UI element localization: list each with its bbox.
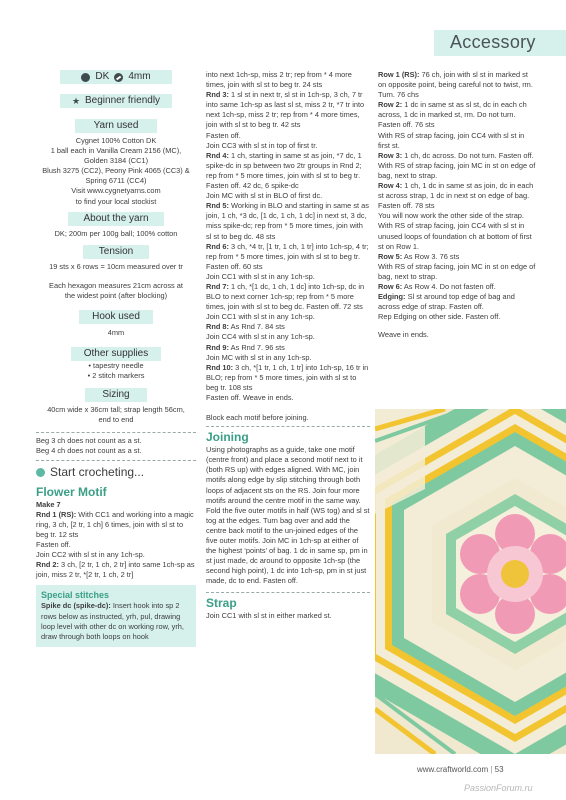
divider	[36, 432, 196, 433]
pattern-line: Join MC with sl st in any 1ch-sp.	[206, 352, 312, 362]
pattern-line: Row 1 (RS): 76 ch, join with sl st in marked st on opposite point, being careful not to twist, rm. Turn. 76 chs	[378, 70, 533, 100]
pattern-line: Fasten off.	[206, 130, 241, 140]
about-yarn-heading: About the yarn	[68, 212, 164, 226]
pattern-line: Join CC1 with sl st in any 1ch-sp.	[206, 312, 315, 322]
yarn-line: Visit www.cygnetyarns.com	[71, 186, 161, 196]
fasten-off: Fasten off.	[36, 540, 71, 550]
strap-text: Join CC1 with sl st in either marked st.	[206, 610, 332, 620]
make-count: Make 7	[36, 499, 61, 509]
column-strap	[378, 70, 538, 340]
tension-hexagon-text: Each hexagon measures 21cm across at	[49, 280, 183, 290]
tension-text: 19 sts x 6 rows = 10cm measured over tr	[49, 261, 183, 271]
pattern-line: Row 2: 1 dc in same st as sl st, dc in each ch across, 1 dc in marked st, rm. Do not turn. Fasten off. 76 sts	[378, 100, 527, 130]
note-beg-4ch: Beg 4 ch does not count as a st.	[36, 445, 142, 455]
note-beg-3ch: Beg 3 ch does not count as a st.	[36, 435, 142, 445]
weave-note: Weave in ends.	[378, 330, 429, 340]
pattern-line: Fasten off. Weave in ends.	[206, 393, 294, 402]
yarn-line: Golden 3184 (CC1)	[83, 156, 149, 166]
pattern-line: Edging: Sl st around top edge of bag and across edge of strap. Fasten off.	[378, 292, 515, 312]
pattern-line: Row 5: As Row 3. 76 sts	[378, 251, 460, 261]
rnd1-text: Rnd 1 (RS): With CC1 and working into a magic ring, 3 ch, [2 tr, 1 ch] 6 times, join with sl st to beg tr. 12 sts	[36, 509, 194, 539]
pattern-line: Join CC1 with sl st in any 1ch-sp.	[206, 271, 315, 281]
hook-icon	[114, 73, 123, 82]
yarn-weight-icon	[81, 73, 90, 82]
skill-band	[60, 94, 172, 108]
page-footer: www.craftworld.com | 53	[417, 765, 504, 774]
sizing-text: 40cm wide x 36cm tall; strap length 56cm,	[47, 405, 185, 415]
pattern-line: Rep Edging on other side. Fasten off.	[378, 312, 501, 322]
divider	[206, 592, 370, 593]
pattern-line: Row 6: As Row 4. Do not fasten off.	[378, 281, 496, 291]
joining-text: Using photographs as a guide, take one motif (centre front) and place a second motif next to it (both RS up) with edges aligned. With MC, join motifs along edge by slip stitching through both loops of adjacent sts on the RS. Join four more motifs around the centre motif in the same way. Fold the five outer motifs in half (WS tog) and sl st tog at the edges. Turn bag over and add the centre back motif to the un-joined edges of the five outer motifs. Join MC in 1ch-sp at either of the highest ‘points’ of bag. 1 dc in same sp, pm in st just made, dc around to opposite 1ch-sp (the second high point), 1 dc into 1ch-sp, pm in st just made, dc to end. Fasten off.	[206, 445, 370, 586]
tension-heading: Tension	[83, 245, 149, 259]
about-yarn-text: DK; 200m per 100g ball; 100% cotton	[54, 228, 178, 238]
divider	[36, 460, 196, 461]
pattern-rounds	[206, 70, 370, 403]
pattern-line: Rnd 9: As Rnd 7. 96 sts	[206, 342, 285, 352]
special-stitches-title: Special stitches	[41, 590, 110, 601]
supplies-list	[36, 361, 196, 381]
join-cc2: Join CC2 with sl st in any 1ch-sp.	[36, 550, 145, 560]
special-stitches-box	[36, 585, 196, 646]
sizing-heading: Sizing	[85, 388, 147, 402]
pattern-line: Join CC3 with sl st in top of first tr.	[206, 140, 318, 150]
pattern-line: You will now work the other side of the strap.	[378, 211, 524, 221]
sizing-text-2: end to end	[98, 415, 134, 425]
pattern-line: Row 4: 1 ch, 1 dc in same st as join, dc in each st across strap, 1 dc in next st on edge of bag. Fasten off. 78 sts	[378, 181, 534, 211]
pattern-line: With RS of strap facing, join MC in st on edge of bag, next to strap.	[378, 160, 536, 180]
yarn-weight: DK	[95, 71, 110, 82]
section-header	[434, 30, 566, 56]
hook-used-heading: Hook used	[79, 310, 153, 324]
pattern-line: Row 3: 1 ch, dc across. Do not turn. Fasten off.	[378, 150, 534, 160]
crochet-hexagon-illustration	[375, 409, 566, 754]
pattern-line: into next 1ch-sp, miss 2 tr; rep from * 4 more times, join with sl st to beg tr. 24 sts	[206, 70, 352, 90]
rnd2-text: Rnd 2: 3 ch, [2 tr, 1 ch, 2 tr] into same 1ch-sp as join, miss 2 tr, *[2 tr, 1 ch, 2 tr]	[36, 560, 195, 580]
hook-size: 4mm	[128, 71, 151, 82]
pattern-line: Rnd 6: 3 ch, *4 tr, [1 tr, 1 ch, 1 tr] into 1ch-sp, 4 tr; rep from * 5 more times, join with sl st to beg tr. Fasten off. 60 sts	[206, 241, 369, 271]
pattern-line: With RS of strap facing, join CC4 with sl st in first st.	[378, 130, 525, 150]
supply-item: • 2 stitch markers	[87, 371, 145, 381]
star-icon: ★	[71, 96, 81, 106]
yarn-line: to find your local stockist	[75, 196, 157, 206]
pattern-line: Join CC4 with sl st in any 1ch-sp.	[206, 332, 315, 342]
yarn-line: Blush 3275 (CC2), Peony Pink 4065 (CC3) &	[42, 166, 190, 176]
yarn-used-heading: Yarn used	[75, 119, 157, 133]
yarn-line: 1 ball each in Vanilla Cream 2156 (MC),	[50, 146, 182, 156]
pattern-line: Rnd 3: 1 sl st in next tr, sl st in 1ch-sp, 3 ch, 7 tr into same 1ch-sp as last sl st, miss 2 tr, *7 tr into next 1ch-sp, miss 2 tr; rep from * 4 more times, join with sl st to beg tr. 42 sts	[206, 90, 365, 130]
yarn-line: Spring 6711 (CC4)	[85, 176, 147, 186]
flower-motif-title: Flower Motif	[36, 484, 107, 499]
pattern-line: Rnd 7: 1 ch, *[1 dc, 1 ch, 1 dc] into 1ch-sp, dc in BLO to next corner 1ch-sp; rep from * 5 more times, join with sl st to beg dc. Fasten off. 72 sts	[206, 281, 365, 312]
block-note: Block each motif before joining.	[206, 413, 309, 423]
strap-rows	[378, 70, 538, 322]
bullet-icon	[36, 468, 45, 477]
strap-title: Strap	[206, 595, 237, 610]
joining-title: Joining	[206, 430, 249, 445]
supply-item: • tapestry needle	[88, 361, 144, 371]
site-url: www.craftworld.com	[417, 765, 489, 774]
hook-used-text: 4mm	[107, 328, 125, 338]
pattern-line: Rnd 10: 3 ch, *[1 tr, 1 ch, 1 tr] into 1ch-sp, 16 tr in BLO; rep from * 5 more times, join with sl st to beg tr. 108 sts	[206, 362, 369, 392]
divider	[206, 426, 370, 427]
yarn-used-text	[36, 136, 196, 207]
crochet-bag-photo	[375, 409, 566, 754]
pattern-line: With RS of strap facing, join MC in st on edge of bag, next to strap.	[378, 261, 536, 281]
pattern-line: Rnd 4: 1 ch, starting in same st as join, *7 dc, 1 spike-dc in sp between two 2tr groups in Rnd 2; rep from * 5 more times, join with sl st to beg tr. Fasten off. 42 dc, 6 spike-dc	[206, 150, 362, 191]
start-title: Start crocheting...	[50, 464, 145, 479]
tension-hexagon-text-2: the widest point (after blocking)	[64, 290, 168, 300]
yarn-line: Cygnet 100% Cotton DK	[75, 136, 157, 145]
pattern-line: Join MC with sl st in BLO of first dc.	[206, 191, 323, 201]
other-supplies-heading: Other supplies	[71, 347, 161, 361]
column-info	[36, 70, 196, 647]
page-number: 53	[494, 765, 504, 774]
section-title: Accessory	[450, 32, 536, 52]
skill-level: Beginner friendly	[85, 95, 161, 106]
special-stitches-text: Spike dc (spike-dc): Insert hook into sp 2 rows below as instructed, yrh, pul, drawing loop level with other dc on working row, yrh, draw through both loops on hook	[41, 601, 184, 641]
pattern-line: With RS of strap facing, join CC4 with sl st in unused loops of foundation ch at bottom of first st on Row 1.	[378, 221, 532, 251]
pattern-line: Rnd 5: Working in BLO and starting in same st as join, 1 ch, *3 dc, [1 dc, 1 ch, 1 dc] in next st, 3 dc, miss spike-dc; rep from * 5 more times, join with sl st to beg dc. 48 sts	[206, 201, 369, 241]
start-crocheting	[36, 465, 196, 480]
column-pattern	[206, 70, 370, 621]
watermark: PassionForum.ru	[464, 783, 533, 793]
pattern-line: Rnd 8: As Rnd 7. 84 sts	[206, 322, 285, 332]
yarn-hook-band	[60, 70, 172, 84]
